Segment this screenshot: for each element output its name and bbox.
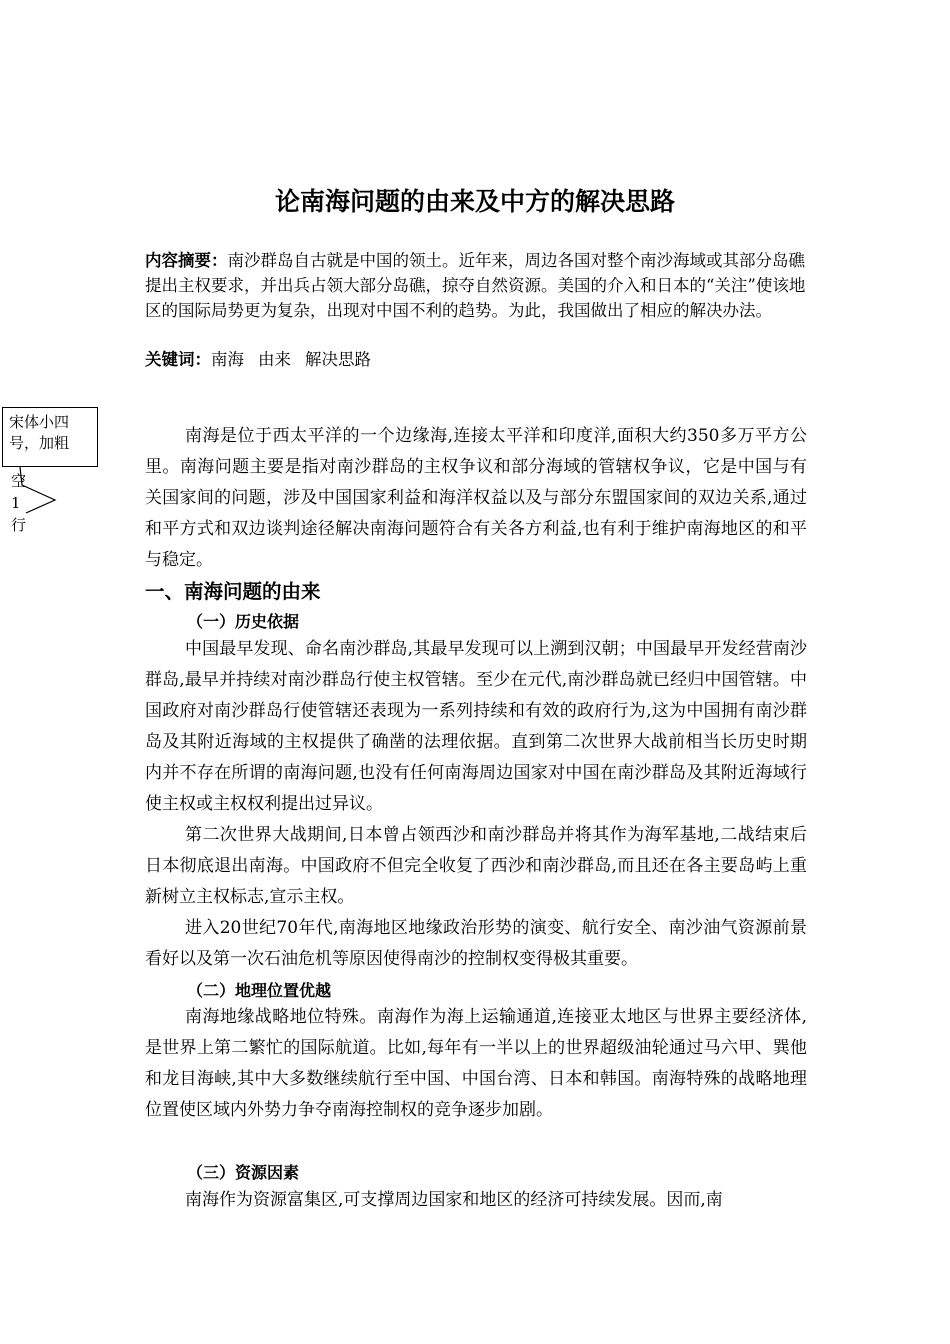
abstract bbox=[145, 248, 821, 323]
keyword-item: 南海 bbox=[211, 350, 244, 369]
subsection-body bbox=[145, 1185, 807, 1216]
subsection-body bbox=[145, 634, 807, 975]
annotation-box: 宋体小四号，加粗 bbox=[2, 407, 98, 467]
keyword-item: 解决思路 bbox=[305, 350, 371, 369]
section-heading: 一、南海问题的由来 bbox=[145, 580, 321, 603]
keywords bbox=[145, 347, 821, 373]
paragraph: 南海地缘战略地位特殊。南海作为海上运输通道,连接亚太地区与世界主要经济体,是世界上第二繁忙的国际航道。比如,每年有一半以上的世界超级油轮通过马六甲、巽他和龙目海峡,其中大多数继续航行至中国、中国台湾、日本和韩国。南海特殊的战略地理位置使区域内外势力争夺南海控制权的竞争逐步加剧。 bbox=[145, 1007, 807, 1120]
subsection-body bbox=[145, 1002, 807, 1126]
keyword-item: 由来 bbox=[258, 350, 291, 369]
page-title: 论南海问题的由来及中方的解决思路 bbox=[274, 187, 675, 216]
keywords-label: 关键词： bbox=[145, 350, 211, 369]
abstract-text: 南沙群岛自古就是中国的领土。近年来，周边各国对整个南沙海域或其部分岛礁提出主权要求，并出兵占领大部分岛礁，掠夺自然资源。美国的介入和日本的“关注”使该地区的国际局势更为复杂，出现对中国不利的趋势。为此，我国做出了相应的解决办法。 bbox=[145, 251, 806, 320]
intro-paragraph bbox=[145, 421, 807, 576]
paragraph: 第二次世界大战期间,日本曾占领西沙和南沙群岛并将其作为海军基地,二战结束后日本彻底退出南海。中国政府不但完全收复了西沙和南沙群岛,而且还在各主要岛屿上重新树立主权标志,宣示主权。 bbox=[145, 825, 807, 907]
paragraph: 南海是位于西太平洋的一个边缘海,连接太平洋和印度洋,面积大约350多万平方公里。南海问题主要是指对南沙群岛的主权争议和部分海域的管辖权争议，它是中国与有关国家间的问题，涉及中国国家利益和海洋权益以及与部分东盟国家间的双边关系,通过和平方式和双边谈判途径解决南海问题符合有关各方利益,也有利于维护南海地区的和平与稳定。 bbox=[145, 426, 807, 570]
paragraph: 南海作为资源富集区,可支撑周边国家和地区的经济可持续发展。因而,南 bbox=[185, 1190, 723, 1210]
annotation-tail: 空1行 bbox=[11, 472, 27, 534]
subsection-heading: （一）历史依据 bbox=[187, 612, 300, 631]
paragraph: 进入20世纪70年代,南海地区地缘政治形势的演变、航行安全、南沙油气资源前景看好以及第一次石油危机等原因使得南沙的控制权变得极其重要。 bbox=[145, 918, 807, 969]
paragraph: 中国最早发现、命名南沙群岛,其最早发现可以上溯到汉朝；中国最早开发经营南沙群岛,最早并持续对南沙群岛行使主权管辖。至少在元代,南沙群岛就已经归中国管辖。中国政府对南沙群岛行使管辖还表现为一系列持续和有效的政府行为,这为中国拥有南沙群岛及其附近海域的主权提供了确凿的法理依据。直到第二次世界大战前相当长历史时期内并不存在所谓的南海问题,也没有任何南海周边国家对中国在南沙群岛及其附近海域行使主权或主权权利提出过异议。 bbox=[145, 639, 807, 814]
subsection-heading: （二）地理位置优越 bbox=[187, 981, 332, 1000]
abstract-label: 内容摘要： bbox=[145, 251, 228, 270]
subsection-heading: （三）资源因素 bbox=[187, 1163, 300, 1182]
